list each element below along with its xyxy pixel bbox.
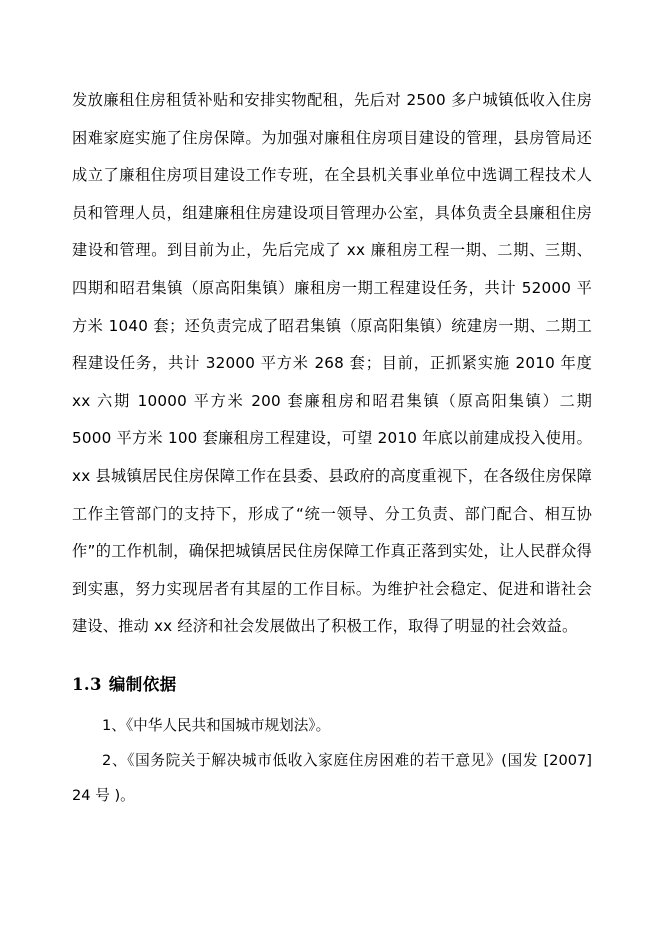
body-paragraph: 发放廉租住房租赁补贴和安排实物配租，先后对 2500 多户城镇低收入住房困难家庭实施了住房保障。为加强对廉租住房项目建设的管理，县房管局还成立了廉租住房项目建设工作专班，在全县机关事业单位中选调工程技术人员和管理人员，组建廉租住房建设项目管理办公室，具体负责全县廉租住房建设和管理。到目前为止，先后完成了 xx 廉租房工程一期、二期、三期、四期和昭君集镇（原高阳集镇）廉租房一期工程建设任务，共计 52000 平方米 1040 套；还负责完成了昭君集镇（原高阳集镇）统建房一期、二期工程建设任务，共计 32000 平方米 268 套；目前，正抓紧实施 2010 年度 xx 六期 10000 平方米 200 套廉租房和昭君集镇（原高阳集镇）二期 5000 平方米 100 套廉租房工程建设，可望 2010 年底以前建成投入使用。xx 县城镇居民住房保障工作在县委、县政府的高度重视下，在各级住房保障工作主管部门的支持下，形成了“统一领导、分工负责、部门配合、相互协作”的工作机制，确保把城镇居民住房保障工作真正落到实处，让人民群众得到实惠，努力实现居者有其屋的工作目标。为维护社会稳定、促进和谐社会建设、推动 xx 经济和社会发展做出了积极工作，取得了明显的社会效益。 xyxy=(72,91,592,636)
section-heading-title: 编制依据 xyxy=(108,674,177,694)
page-content xyxy=(72,82,592,813)
list-item: 1、《中华人民共和国城市规划法》。 xyxy=(102,716,331,734)
section-heading-number: 1.3 xyxy=(72,674,102,694)
section-heading xyxy=(72,668,592,702)
list-item: 2、《国务院关于解决城市低收入家庭住房困难的若干意见》(国发 [2007] 24 号 )。 xyxy=(72,751,592,804)
